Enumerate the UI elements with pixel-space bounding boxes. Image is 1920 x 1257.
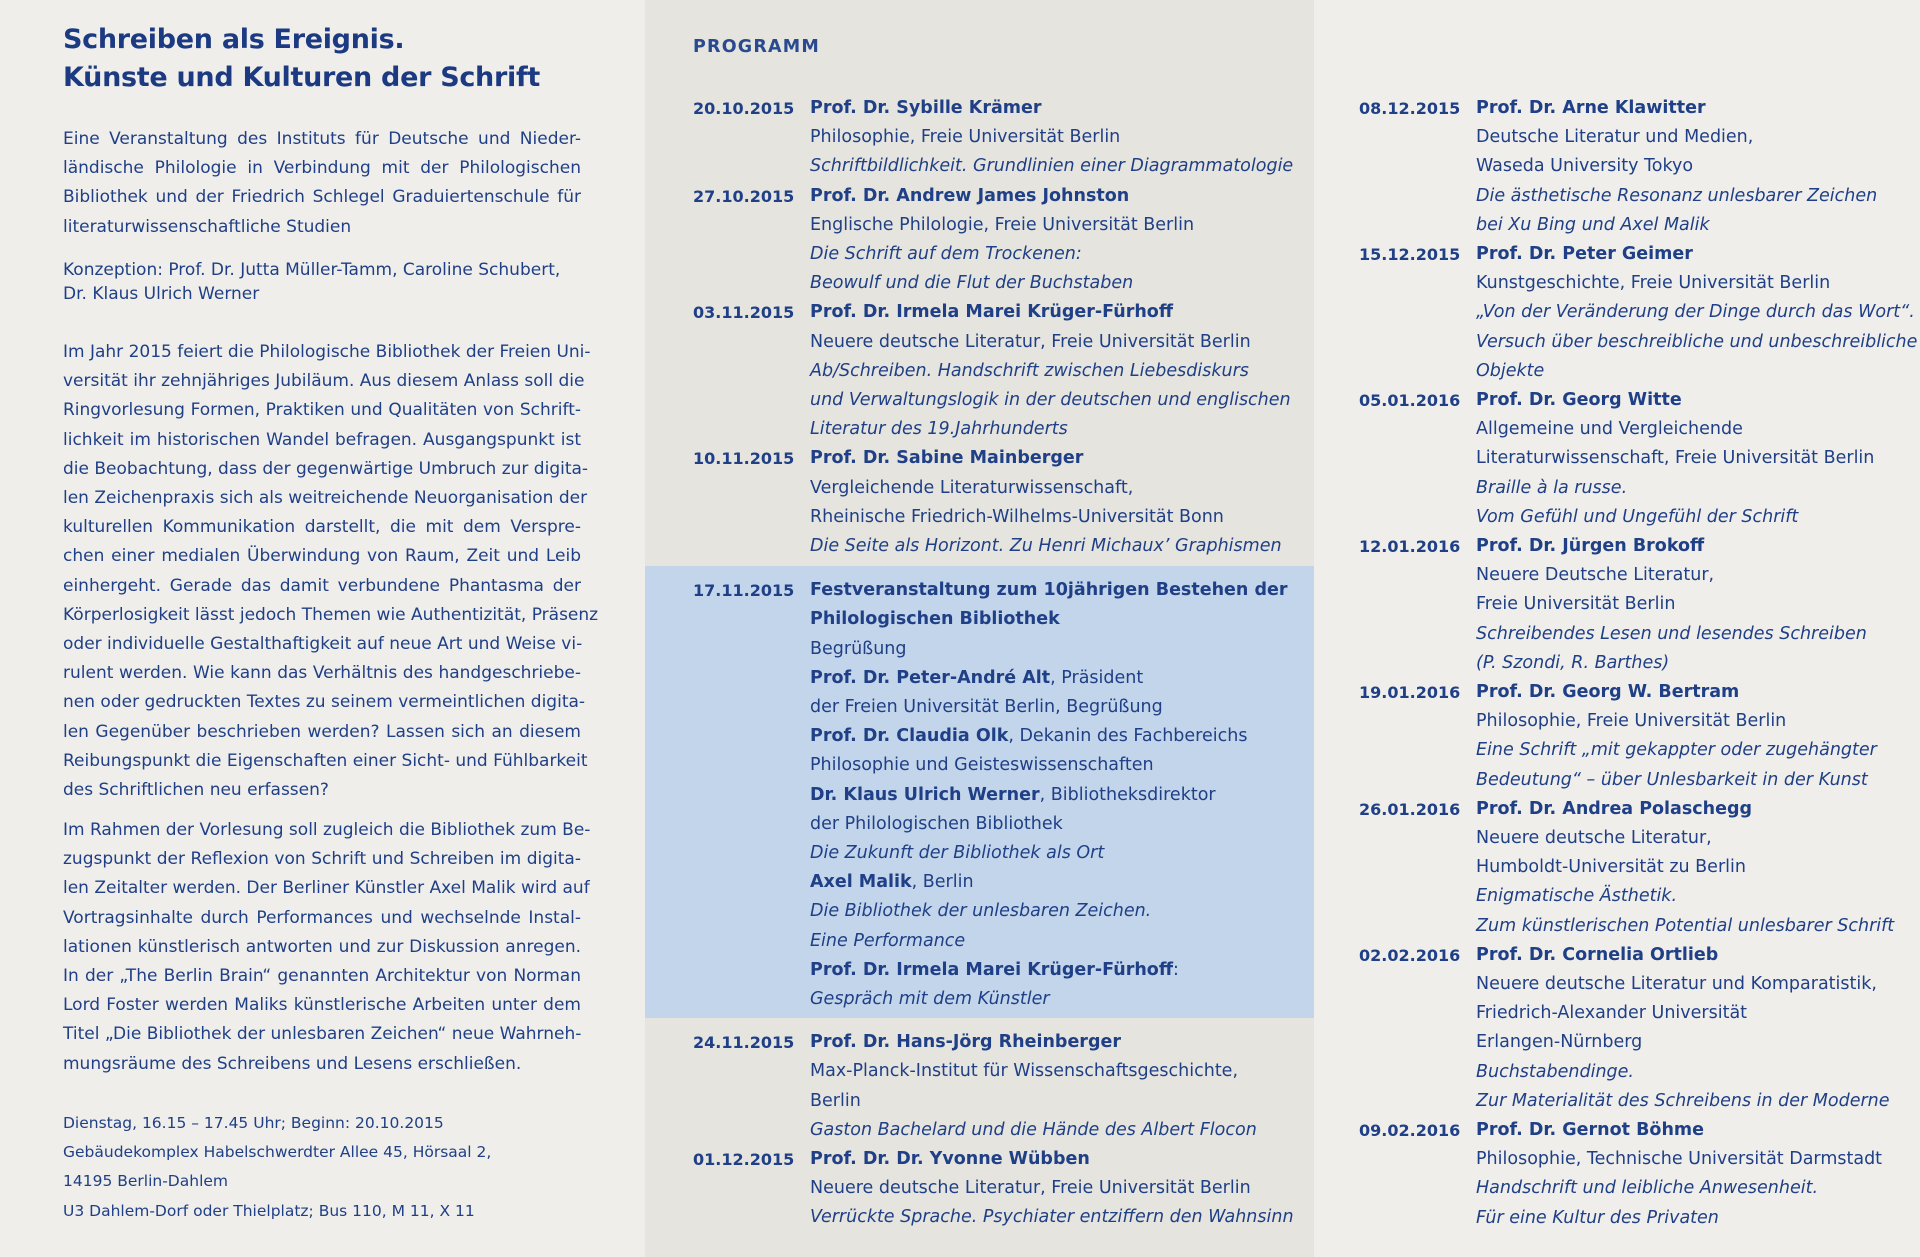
lecture-title: Zum künstlerischen Potential unlesbarer Schrift [1476,915,1895,936]
program-details [1476,941,1890,1116]
affiliation: Vergleichende Literaturwissenschaft, [810,477,1134,498]
text-line: zugspunkt der Reflexion von Schrift und Schreiben im digita- [63,849,581,870]
program-date: 05.01.2016 [1359,391,1461,410]
affiliation: Humboldt-Universität zu Berlin [1476,857,1746,878]
affiliation: Philosophie und Geisteswissenschaften [810,755,1154,776]
text-line: ländische Philologie in Verbindung mit der Philologischen [63,158,581,179]
lecture-title: Verrückte Sprache. Psychiater entziffern den Wahnsinn [810,1207,1294,1228]
affiliation: Begrüßung [810,638,907,659]
affiliation: Philosophie, Freie Universität Berlin [1476,711,1787,732]
affiliation: Erlangen-Nürnberg [1476,1032,1643,1053]
lecture-title: Literatur des 19.Jahrhunderts [810,419,1068,440]
speaker-name: Prof. Dr. Hans-Jörg Rheinberger [810,1032,1121,1053]
text-line: versität ihr zehnjähriges Jubiläum. Aus diesem Anlass soll die [63,371,585,392]
affiliation: Neuere deutsche Literatur, Freie Universität Berlin [810,1178,1251,1199]
lecture-title: Bedeutung“ – über Unlesbarkeit in der Kunst [1476,769,1868,790]
lecture-title: Ab/Schreiben. Handschrift zwischen Liebesdiskurs [810,360,1249,381]
speaker-name: Axel Malik [810,872,912,893]
speaker-name: Festveranstaltung zum 10jährigen Bestehen der [810,580,1288,601]
lecture-title: Die ästhetische Resonanz unlesbarer Zeichen [1476,185,1878,206]
text-line: kulturellen Kommunikation darstellt, die mit dem Verspre- [63,517,581,538]
program-date: 17.11.2015 [693,581,795,601]
text-line: 14195 Berlin-Dahlem [63,1172,229,1191]
affiliation: Englische Philologie, Freie Universität Berlin [810,214,1195,235]
affiliation: Friedrich-Alexander Universität [1476,1003,1748,1024]
speaker-name: Prof. Dr. Andrea Polaschegg [1476,798,1753,819]
program-date: 26.01.2016 [1359,799,1461,819]
speaker-name: Prof. Dr. Dr. Yvonne Wübben [810,1149,1090,1169]
text-line: Eine Veranstaltung des Instituts für Deutsche und Nieder- [63,129,581,149]
text-line: Ringvorlesung Formen, Praktiken und Qualitäten von Schrift- [63,400,581,421]
affiliation: Neuere Deutsche Literatur, [1476,565,1715,586]
program-details [1476,795,1894,941]
lecture-title: Enigmatische Ästhetik. [1476,886,1678,907]
lecture-title: Die Zukunft der Bibliothek als Ort [810,843,1105,864]
lecture-title: und Verwaltungslogik in der deutschen und englischen [810,390,1291,410]
text-line: Titel „Die Bibliothek der unlesbaren Zeichen“ neue Wahrneh- [63,1024,582,1045]
lecture-title: Zur Materialität des Schreibens in der Moderne [1476,1090,1890,1111]
text-line: Körperlosigkeit lässt jedoch Themen wie Authentizität, Präsenz [63,604,599,625]
text-line: Gebäudekomplex Habelschwerdter Allee 45, Hörsaal 2, [63,1143,492,1162]
speaker-name: Prof. Dr. Gernot Böhme [1476,1120,1705,1140]
lecture-title: Buchstabendinge. [1476,1061,1634,1082]
speaker-role: , Bibliotheksdirektor [1039,784,1216,805]
speaker-role: , Präsident [1050,667,1144,688]
lecture-title: Gespräch mit dem Künstler [810,989,1050,1010]
program-date: 02.02.2016 [1359,945,1461,965]
speaker-role: : [1173,959,1179,980]
konzeption-paragraph [63,258,581,306]
speaker-role: , Dekanin des Fachbereichs [1008,726,1248,747]
program-details [810,182,1194,299]
lecture-title: Die Bibliothek der unlesbaren Zeichen. [810,901,1152,922]
lecture-title: Gaston Bachelard und die Hände des Albert Flocon [810,1119,1257,1140]
text-line: oder individuelle Gestalthaftigkeit auf neue Art und Weise vi- [63,634,583,655]
text-line: len Zeitalter werden. Der Berliner Künstler Axel Malik wird auf [63,878,590,899]
speaker-name: Prof. Dr. Irmela Marei Krüger-Fürhoff [810,959,1174,980]
speaker-line [810,781,1288,810]
speaker-role: , Berlin [911,872,974,893]
lecture-title: Eine Schrift „mit gekappter oder zugehängter [1476,740,1877,761]
text-line: des Schriftlichen neu erfassen? [63,780,329,801]
program-date: 01.12.2015 [693,1150,795,1169]
text-line: Konzeption: Prof. Dr. Jutta Müller-Tamm, Caroline Schubert, [63,260,561,280]
lecture-title: Vom Gefühl und Ungefühl der Schrift [1476,506,1799,527]
text-line: Im Jahr 2015 feiert die Philologische Bibliothek der Freien Uni- [63,342,591,362]
lecture-title: Die Seite als Horizont. Zu Henri Michaux’ Graphismen [810,536,1282,556]
text-line: lichkeit im historischen Wandel befragen. Ausgangspunkt ist [63,429,581,450]
text-line: Bibliothek und der Friedrich Schlegel Graduiertenschule für [63,187,581,208]
program-date: 08.12.2015 [1359,99,1461,118]
text-line: literaturwissenschaftliche Studien [63,216,352,237]
program-date: 20.10.2015 [693,99,795,118]
speaker-line [810,722,1288,751]
affiliation: Philosophie, Freie Universität Berlin [810,127,1121,148]
lecture-title: Braille à la russe. [1476,477,1628,498]
title-line: Schreiben als Ereignis. [63,24,405,55]
lecture-title: Objekte [1476,360,1545,381]
program-date: 03.11.2015 [693,303,795,323]
lecture-title: bei Xu Bing und Axel Malik [1476,214,1710,235]
lecture-title: Die Schrift auf dem Trockenen: [810,244,1082,264]
program-details [810,298,1291,444]
lecture-title: „Von der Veränderung der Dinge durch das Wort“. [1476,302,1915,323]
speaker-name: Prof. Dr. Sybille Krämer [810,98,1042,118]
text-line: In der „The Berlin Brain“ genannten Architektur von Norman [63,966,581,987]
program-details [1476,678,1877,795]
affiliation: Rheinische Friedrich-Wilhelms-Universität Bonn [810,506,1224,527]
text-line: mungsräume des Schreibens und Lesens erschließen. [63,1053,522,1074]
program-date: 15.12.2015 [1359,245,1461,264]
title-line: Künste und Kulturen der Schrift [63,62,541,93]
speaker-line [810,956,1288,985]
text-line: die Beobachtung, dass der gegenwärtige Umbruch zur digita- [63,458,589,479]
lecture-title: (P. Szondi, R. Barthes) [1476,652,1670,673]
program-details [1476,532,1867,678]
speaker-name: Prof. Dr. Peter-André Alt [810,667,1051,688]
program-details [1476,94,1877,240]
program-details [810,94,1293,182]
text-line: len Gegenüber beschrieben werden? Lassen sich an diesem [63,721,581,742]
speaker-name: Prof. Dr. Peter Geimer [1476,244,1693,264]
speaker-name: Prof. Dr. Jürgen Brokoff [1476,536,1705,556]
lecture-title: Handschrift und leibliche Anwesenheit. [1476,1178,1819,1199]
program-date: 24.11.2015 [693,1033,795,1053]
text-line: Reibungspunkt die Eigenschaften einer Sicht- und Fühlbarkeit [63,750,588,771]
speaker-name: Prof. Dr. Arne Klawitter [1476,98,1706,118]
lecture-title: Schreibendes Lesen und lesendes Schreiben [1476,623,1867,644]
text-line: Lord Foster werden Maliks künstlerische Arbeiten unter dem [63,995,581,1016]
text-line: lationen künstlerisch antworten und zur Diskussion anregen. [63,936,581,957]
program-details [810,1028,1257,1145]
program-date: 19.01.2016 [1359,683,1461,702]
affiliation: der Philologischen Bibliothek [810,813,1063,834]
affiliation: Neuere deutsche Literatur und Komparatistik, [1476,974,1877,994]
affiliation: Berlin [810,1090,861,1111]
program-details [810,576,1288,1014]
speaker-line [810,664,1288,693]
affiliation: Allgemeine und Vergleichende [1476,419,1743,440]
affiliation: Waseda University Tokyo [1476,156,1694,177]
speaker-line [810,868,1288,897]
lecture-title: Eine Performance [810,930,966,951]
program-details [1476,1116,1882,1233]
program-date: 10.11.2015 [693,449,795,469]
text-line: Vortragsinhalte durch Performances und wechselnde Instal- [63,907,581,928]
description-paragraph-1 [63,338,599,805]
affiliation: Neuere deutsche Literatur, Freie Universität Berlin [810,331,1251,352]
speaker-name: Prof. Dr. Cornelia Ortlieb [1476,944,1719,965]
program-date: 09.02.2016 [1359,1121,1461,1140]
program-date: 12.01.2016 [1359,537,1461,556]
text-line: einhergeht. Gerade das damit verbundene Phantasma der [63,575,581,596]
text-line: rulent werden. Wie kann das Verhältnis des handgeschriebe- [63,663,581,684]
program-details [1476,240,1917,386]
page-title [63,21,540,97]
affiliation: Deutsche Literatur und Medien, [1476,127,1754,148]
affiliation: Freie Universität Berlin [1476,594,1676,615]
affiliation: Literaturwissenschaft, Freie Universität Berlin [1476,448,1875,469]
affiliation: der Freien Universität Berlin, Begrüßung [810,697,1163,717]
lecture-title: Für eine Kultur des Privaten [1476,1207,1719,1228]
speaker-name: Prof. Dr. Irmela Marei Krüger-Fürhoff [810,302,1174,323]
text-line: Dr. Klaus Ulrich Werner [63,284,260,304]
speaker-name: Prof. Dr. Andrew James Johnston [810,185,1130,206]
program-details [1476,386,1874,532]
affiliation: Neuere deutsche Literatur, [1476,828,1712,848]
text-line: U3 Dahlem-Dorf oder Thielplatz; Bus 110, M 11, X 11 [63,1201,475,1220]
affiliation: Kunstgeschichte, Freie Universität Berlin [1476,273,1831,294]
speaker-name: Prof. Dr. Georg Witte [1476,390,1682,410]
speaker-name: Prof. Dr. Claudia Olk [810,726,1009,747]
speaker-name: Dr. Klaus Ulrich Werner [810,784,1040,805]
affiliation: Max-Planck-Institut für Wissenschaftsgeschichte, [810,1061,1239,1082]
lecture-title: Beowulf und die Flut der Buchstaben [810,273,1134,294]
speaker-name: Prof. Dr. Sabine Mainberger [810,448,1084,469]
program-heading: PROGRAMM [693,37,820,57]
text-line: nen oder gedruckten Textes zu seinem vermeintlichen digita- [63,692,586,713]
lecture-title: Schriftbildlichkeit. Grundlinien einer Diagrammatologie [810,156,1294,177]
speaker-name: Prof. Dr. Georg W. Bertram [1476,682,1740,702]
lecture-title: Versuch über beschreibliche und unbeschreibliche [1476,331,1918,352]
intro-paragraph [63,125,581,242]
description-paragraph-2 [63,816,591,1079]
text-line: Dienstag, 16.15 – 17.45 Uhr; Beginn: 20.10.2015 [63,1114,444,1132]
program-date: 27.10.2015 [693,186,795,206]
affiliation: Philosophie, Technische Universität Darmstadt [1476,1149,1883,1170]
program-details [810,1145,1294,1233]
text-line: chen einer medialen Überwindung von Raum, Zeit und Leib [63,546,581,567]
text-line: len Zeichenpraxis sich als weitreichende Neuorganisation der [63,488,588,509]
program-details [810,444,1282,561]
text-line: Im Rahmen der Vorlesung soll zugleich die Bibliothek zum Be- [63,820,591,840]
event-info [63,1109,491,1226]
speaker-name: Philologischen Bibliothek [810,609,1060,630]
